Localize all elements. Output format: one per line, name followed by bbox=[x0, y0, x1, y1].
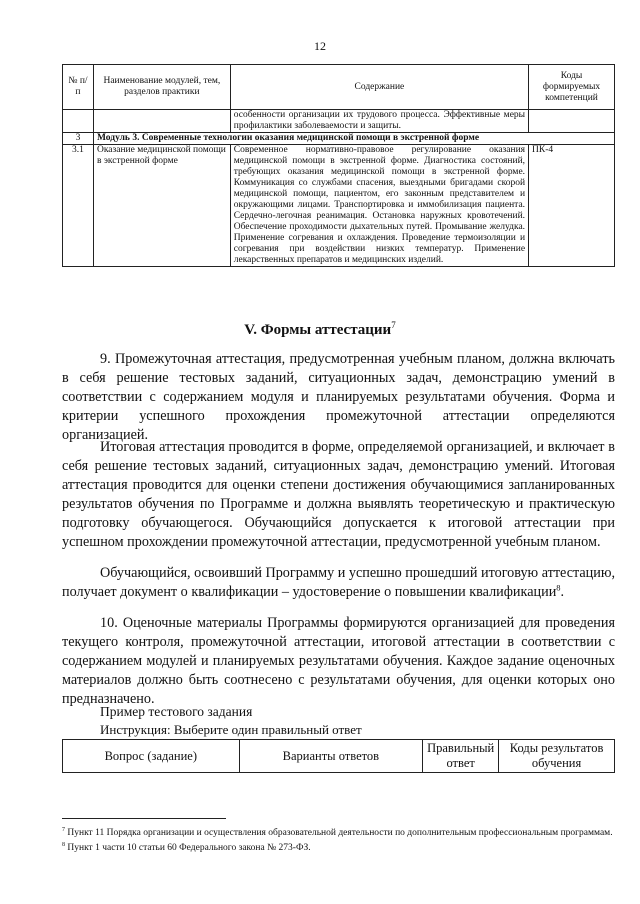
module-number: 3 bbox=[63, 133, 94, 145]
row-content: Современное нормативно-правовое регулирование оказания медицинской помощи в экстренной форме. Диагностика состояний, требующих оказания медицинской помощи в экстренной форме. Коммуникация со службами спасения, выездными бригадами скорой медицинской помощи, пациентом, его законным представителем и окружающими лицами. Транспортировка и иммобилизация пациента. Сердечно-легочная реанимация. Остановка наружных кровотечений. Обеспечение проходимости дыхательных путей. Промывание желудка. Применение согревания и охлаждения. Проведение термоизоляции и согревания при воздействии низких температур. Применение лекарственных препаратов и медицинских изделий. bbox=[230, 145, 528, 267]
paragraph-9 bbox=[62, 350, 615, 445]
row-competence-code: ПК-4 bbox=[529, 145, 615, 267]
row-number: 3.1 bbox=[63, 145, 94, 267]
footnote-8 bbox=[62, 839, 615, 854]
continuation-content: особенности организации их трудового процесса. Эффективные меры профилактики заболеваемости и защиты. bbox=[230, 110, 528, 133]
footnote-7-text: Пункт 11 Порядка организации и осуществления образовательной деятельности по дополнительным профессиональным программам. bbox=[67, 828, 613, 839]
header-competence-codes: Коды формируемых компетенций bbox=[529, 65, 615, 110]
footnote-7 bbox=[62, 824, 615, 839]
example-instruction: Инструкция: Выберите один правильный ответ bbox=[100, 722, 362, 737]
program-content-table bbox=[62, 64, 615, 267]
paragraph-text bbox=[62, 564, 615, 602]
test-task-table bbox=[62, 739, 615, 773]
test-table-header-row bbox=[63, 740, 615, 773]
footnote-8-mark: 8 bbox=[62, 842, 65, 849]
header-question: Вопрос (задание) bbox=[63, 740, 240, 773]
table-row-continuation bbox=[63, 110, 615, 133]
header-number: № п/п bbox=[63, 65, 94, 110]
paragraph-text: 10. Оценочные материалы Программы формируются организацией для проведения текущего контроля, промежуточной аттестации, итоговой аттестации в соответствии с содержанием модулей и планируемых результатами обучения. Каждое задание оценочных материалов должно быть соотнесено с результатами обучения, для оценки которых оно предназначено. bbox=[62, 615, 615, 708]
example-title: Пример тестового задания bbox=[100, 704, 253, 719]
paragraph-end: . bbox=[560, 584, 565, 601]
footnote-7-mark: 7 bbox=[62, 827, 65, 833]
row-name: Оказание медицинской помощи в экстренной форме bbox=[93, 145, 230, 267]
header-learning-outcome-codes: Коды результатов обучения bbox=[499, 740, 615, 773]
footnote-8-text: Пункт 1 части 10 статьи 60 Федерального закона № 273-ФЗ. bbox=[67, 843, 311, 854]
paragraph-text-body: Обучающийся, освоивший Программу и успешно прошедший итоговую аттестацию, получает документ о квалификации – удостоверение о повышении квалификации bbox=[62, 565, 615, 601]
table-row-3-1 bbox=[63, 145, 615, 267]
paragraph-text: 9. Промежуточная аттестация, предусмотренная учебным планом, должна включать в себя решение тестовых заданий, ситуационных задач, демонстрацию умений в соответствии с содержанием модуля и планируемых результатами обучения. Форма и критерии успешного прохождения промежуточной аттестации определяются организацией. bbox=[62, 351, 615, 444]
section-title-text: V. Формы аттестации bbox=[244, 322, 392, 338]
table-header-row bbox=[63, 65, 615, 110]
paragraph-qualification-document bbox=[62, 564, 615, 602]
page-number: 12 bbox=[314, 39, 326, 53]
header-correct-answer: Правильный ответ bbox=[423, 740, 499, 773]
footnote-divider bbox=[62, 818, 226, 819]
paragraph-final-attestation bbox=[62, 438, 615, 553]
paragraph-10 bbox=[62, 614, 615, 709]
footnotes bbox=[62, 824, 615, 854]
paragraph-text: Итоговая аттестация проводится в форме, определяемой организацией, и включает в себя решение тестовых заданий, ситуационных задач, демонстрацию умений. Итоговая аттестация проводится для оценки степени достижения обучающимися запланированных результатов обучения по Программе и должна выявлять теоретическую и практическую подготовку обучающегося. Обучающийся допускается к итоговой аттестации при успешном прохождении промежуточной аттестации, предусмотренной учебным планом. bbox=[62, 439, 615, 551]
section-title bbox=[0, 320, 640, 339]
header-answer-options: Варианты ответов bbox=[239, 740, 423, 773]
footnote-mark-8: 8 bbox=[556, 582, 561, 593]
header-module-name: Наименование модулей, тем, разделов практики bbox=[93, 65, 230, 110]
section-title-footnote-mark: 7 bbox=[391, 320, 396, 330]
header-content: Содержание bbox=[230, 65, 528, 110]
table-row-module-3 bbox=[63, 133, 615, 145]
module-title: Модуль 3. Современные технологии оказания медицинской помощи в экстренной форме bbox=[93, 133, 614, 145]
